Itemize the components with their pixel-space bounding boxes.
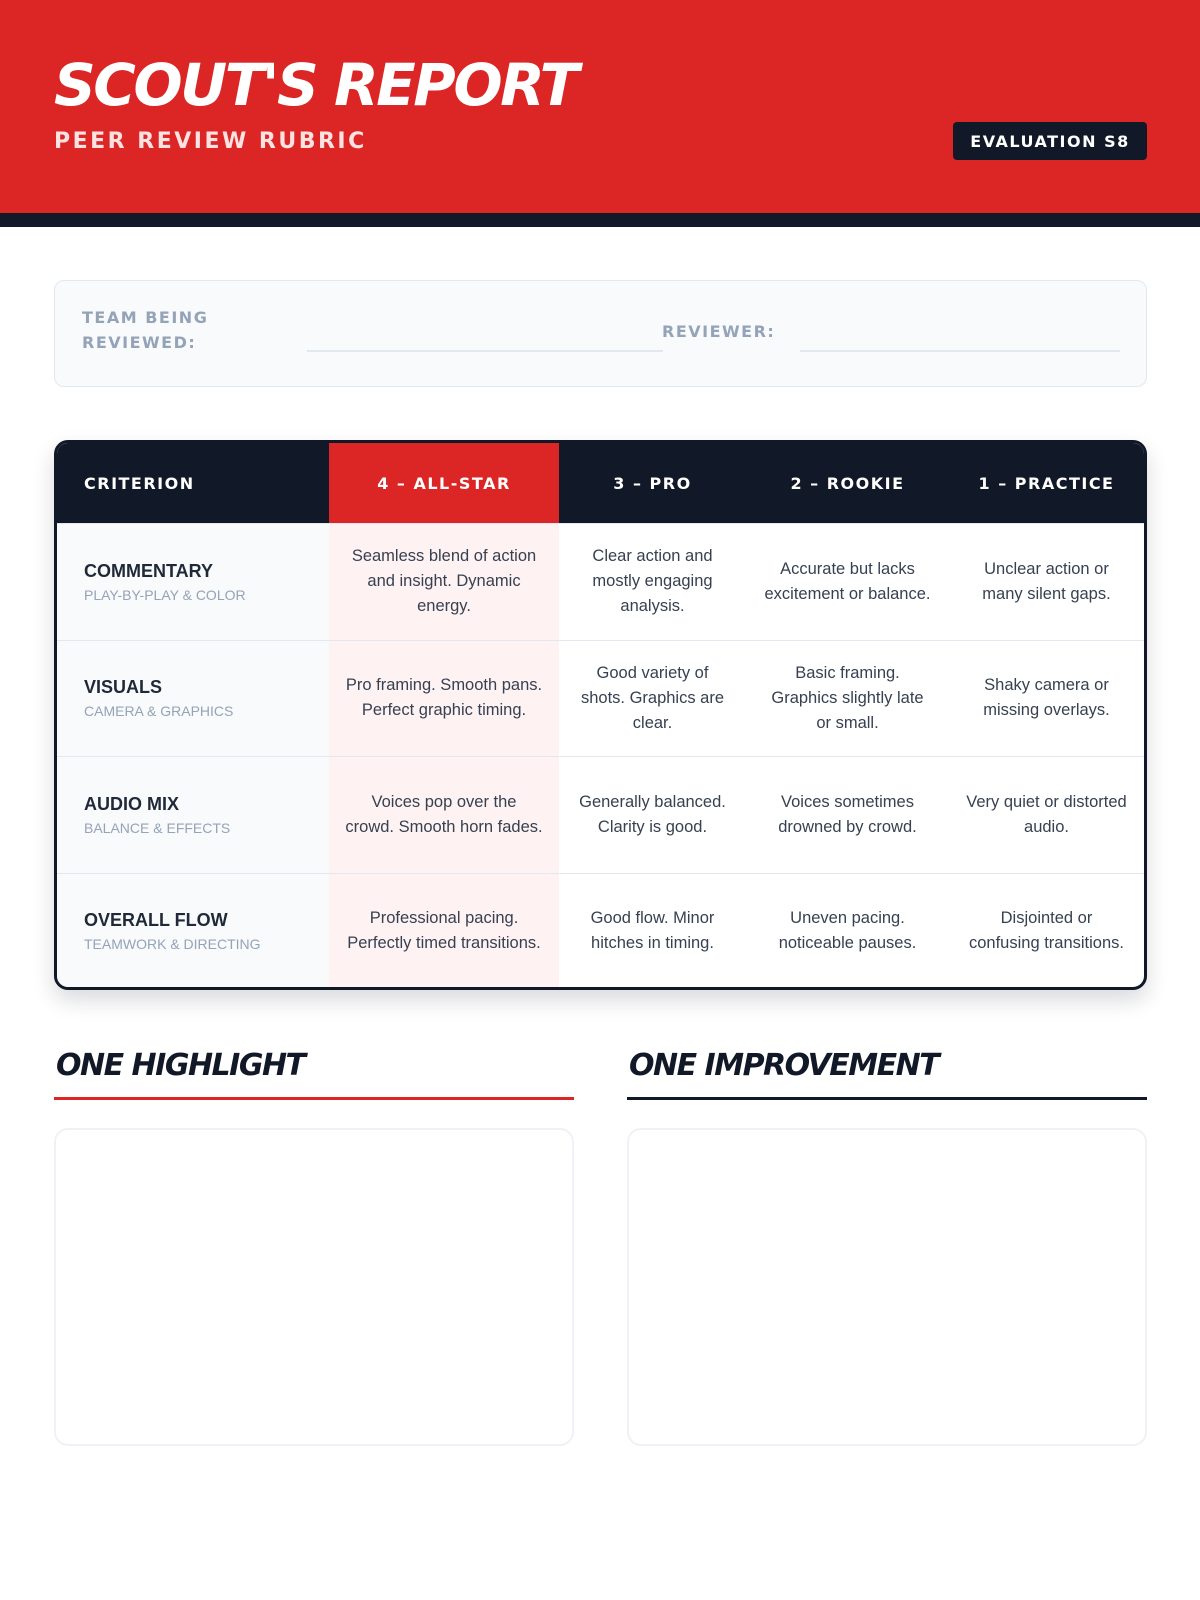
rubric-table: [54, 440, 1147, 990]
descriptor-all-star: Voices pop over the crowd. Smooth horn fades.: [329, 757, 559, 873]
criterion-subtitle: BALANCE & EFFECTS: [84, 819, 231, 836]
reviewer-label: REVIEWER:: [662, 322, 776, 341]
highlight-input[interactable]: [54, 1128, 574, 1446]
descriptor-practice: Very quiet or distorted audio.: [966, 792, 1127, 836]
improvement-rule: [627, 1097, 1147, 1100]
descriptor-pro: Clear action and mostly engaging analysis.: [592, 547, 713, 616]
descriptor-practice: Disjointed or confusing transitions.: [968, 909, 1124, 953]
descriptor-all-star: Professional pacing. Perfectly timed transitions.: [329, 874, 559, 990]
improvement-input[interactable]: [627, 1128, 1147, 1446]
descriptor-rookie: Voices sometimes drowned by crowd.: [778, 792, 917, 836]
descriptor-rookie: Basic framing. Graphics slightly late or small.: [771, 663, 924, 732]
rubric-header-row: [57, 443, 1144, 523]
header-practice: 1 – PRACTICE: [978, 473, 1115, 493]
criterion-cell: [57, 524, 329, 640]
criterion-name: AUDIO MIX: [84, 793, 180, 814]
review-info-box: [54, 280, 1147, 387]
criterion-name: COMMENTARY: [84, 560, 213, 581]
descriptor-all-star: Seamless blend of action and insight. Dynamic energy.: [329, 524, 559, 640]
criterion-subtitle: TEAMWORK & DIRECTING: [84, 936, 261, 953]
header-all-star: 4 – ALL-STAR: [329, 443, 559, 523]
criterion-subtitle: PLAY-BY-PLAY & COLOR: [84, 586, 246, 603]
improvement-heading: ONE IMPROVEMENT: [629, 1048, 939, 1083]
descriptor-pro: Good flow. Minor hitches in timing.: [590, 909, 715, 953]
page-subtitle: PEER REVIEW RUBRIC: [54, 129, 367, 154]
criterion-cell: [57, 757, 329, 873]
descriptor-rookie: Uneven pacing. noticeable pauses.: [778, 909, 917, 953]
criterion-name: OVERALL FLOW: [84, 910, 228, 931]
descriptor-practice: Unclear action or many silent gaps.: [982, 559, 1111, 603]
descriptor-practice: Shaky camera or missing overlays.: [983, 676, 1110, 720]
header-criterion: CRITERION: [84, 473, 195, 493]
reviewer-field[interactable]: [800, 350, 1120, 352]
header-divider: [0, 213, 1200, 227]
descriptor-rookie: Accurate but lacks excitement or balance.: [764, 559, 931, 603]
criterion-name: VISUALS: [84, 677, 163, 698]
descriptor-pro: Good variety of shots. Graphics are clear.: [580, 663, 725, 732]
highlight-heading: ONE HIGHLIGHT: [56, 1048, 305, 1083]
header-rookie: 2 – ROOKIE: [790, 473, 905, 493]
team-label: TEAM BEING REVIEWED:: [82, 308, 209, 352]
criterion-cell: [57, 641, 329, 757]
table-row: [57, 640, 1144, 757]
descriptor-pro: Generally balanced. Clarity is good.: [579, 792, 726, 836]
criterion-subtitle: CAMERA & GRAPHICS: [84, 703, 234, 720]
team-field[interactable]: [307, 350, 663, 352]
header-banner: [0, 0, 1200, 213]
highlight-rule: [54, 1097, 574, 1100]
descriptor-all-star: Pro framing. Smooth pans. Perfect graphic timing.: [329, 641, 559, 757]
table-row: [57, 756, 1144, 873]
table-row: [57, 523, 1144, 640]
table-row: [57, 873, 1144, 990]
page-title: SCOUT'S REPORT: [54, 51, 577, 119]
evaluation-badge: EVALUATION S8: [953, 122, 1147, 160]
criterion-cell: [57, 874, 329, 990]
header-pro: 3 – PRO: [613, 473, 692, 493]
